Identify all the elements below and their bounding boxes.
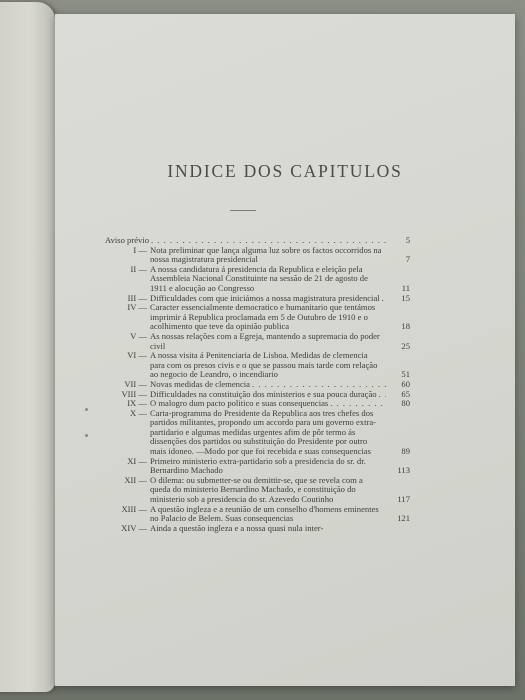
toc-entry bbox=[105, 409, 410, 457]
chapter-number: XIV — bbox=[121, 522, 147, 533]
chapter-title: Carta-programma do Presidente da Republica aos tres chefes dos partidos militantes, propondo um accordo para um governo extra-partidario e algumas medidas urgentes afim de pôr termo ás dissenções dos partidos ou substituição do Presidente por outro mais idoneo. —Modo por que foi recebida e suas consequencias bbox=[150, 407, 376, 457]
chapter-title: As nossas relações com a Egreja, mantendo a supremacia do poder civil bbox=[150, 330, 380, 351]
dot-leader bbox=[379, 390, 386, 400]
page-number: 51 bbox=[401, 369, 410, 380]
page-number: 80 bbox=[401, 398, 410, 409]
chapter-title: Primeiro ministerio extra-partidario sob a presidencia do sr. dr. Bernardino Machado bbox=[150, 455, 366, 476]
chapter-number: IX — bbox=[127, 398, 147, 409]
toc-entry bbox=[105, 351, 410, 380]
page-number: 11 bbox=[401, 282, 410, 293]
chapter-number: II — bbox=[130, 263, 147, 274]
binding-hole bbox=[85, 408, 88, 411]
chapter-number: XI — bbox=[127, 455, 147, 466]
toc-entry bbox=[105, 457, 410, 476]
page-number: 113 bbox=[397, 465, 410, 476]
toc-entry bbox=[105, 303, 410, 332]
toc-entry bbox=[105, 332, 410, 351]
page-number: 65 bbox=[401, 388, 410, 399]
page-number: 25 bbox=[401, 340, 410, 351]
table-of-contents bbox=[105, 236, 410, 533]
chapter-number: VII — bbox=[124, 378, 147, 389]
chapter-number: I — bbox=[133, 244, 147, 255]
page-number: 60 bbox=[401, 378, 410, 389]
chapter-title: Novas medidas de clemencia bbox=[150, 378, 250, 389]
page-number: 89 bbox=[401, 446, 410, 457]
chapter-number: IV — bbox=[127, 302, 147, 313]
binding-hole bbox=[85, 434, 88, 437]
page-number: 7 bbox=[405, 254, 410, 265]
toc-entry bbox=[105, 476, 410, 505]
dot-leader bbox=[382, 294, 386, 304]
chapter-title: Caracter essencialmente democratico e humanitario que tentámos imprimir á Republica proclamada em 5 de Outubro de 1910 e o acolhimento que teve da opinião publica bbox=[150, 302, 376, 332]
chapter-number: XII — bbox=[124, 474, 147, 485]
page-number: 5 bbox=[405, 235, 410, 245]
page-number: 18 bbox=[401, 321, 410, 332]
chapter-number: XIII — bbox=[121, 503, 147, 514]
chapter-title: Difficuldades com que iniciámos a nossa magistratura presidencial bbox=[150, 292, 380, 303]
page-number: 121 bbox=[397, 513, 410, 524]
toc-entry bbox=[105, 524, 410, 534]
chapter-number: VIII — bbox=[121, 388, 147, 399]
chapter-title: A nossa candidatura á presidencia da Republica e eleição pela Assembleia Nacional Constituinte na sessão de 21 de agosto de 1911 e alocução ao Congresso bbox=[150, 263, 368, 293]
chapter-number: X — bbox=[130, 407, 147, 418]
chapter-title: O malogro dum pacto politico e suas consequencias bbox=[150, 398, 329, 409]
toc-entry bbox=[105, 505, 410, 524]
toc-entry bbox=[105, 246, 410, 265]
chapter-title: Ainda a questão ingleza e a nossa quasi nula inter- bbox=[150, 522, 324, 533]
chapter-title: Nota preliminar que lança alguma luz sobre os factos occorridos na nossa magistratura presidencial bbox=[150, 244, 382, 265]
page-title: INDICE DOS CAPITULOS bbox=[167, 161, 403, 181]
chapter-title: Difficuldades na constituição dos ministerios e sua pouca duração bbox=[150, 388, 377, 399]
page-number: 117 bbox=[397, 494, 410, 505]
toc-entry bbox=[105, 265, 410, 294]
page-number: 15 bbox=[401, 292, 410, 303]
chapter-title: Aviso prévio bbox=[105, 235, 149, 245]
chapter-number: III — bbox=[127, 292, 147, 303]
chapter-title: A questão ingleza e a reunião de um conselho d'homens eminentes no Palacio de Belem. Suas consequencias bbox=[150, 503, 379, 524]
chapter-number: V — bbox=[130, 330, 147, 341]
chapter-number: VI — bbox=[127, 350, 147, 361]
title-divider bbox=[230, 210, 256, 211]
chapter-title: O dilema: ou submetter-se ou demittir-se, que se revela com a queda do ministerio Bernardino Machado, e constituição do ministerio sob a presidencia do sr. Azevedo Coutinho bbox=[150, 474, 363, 505]
chapter-title: A nossa visita á Penitenciaria de Lisboa. Medidas de clemencia para com os presos civis e o que se passou mais tarde com relação ao negocio de Leandro, o incendiario bbox=[150, 350, 378, 380]
book-page bbox=[55, 14, 515, 686]
facing-page bbox=[0, 2, 55, 692]
